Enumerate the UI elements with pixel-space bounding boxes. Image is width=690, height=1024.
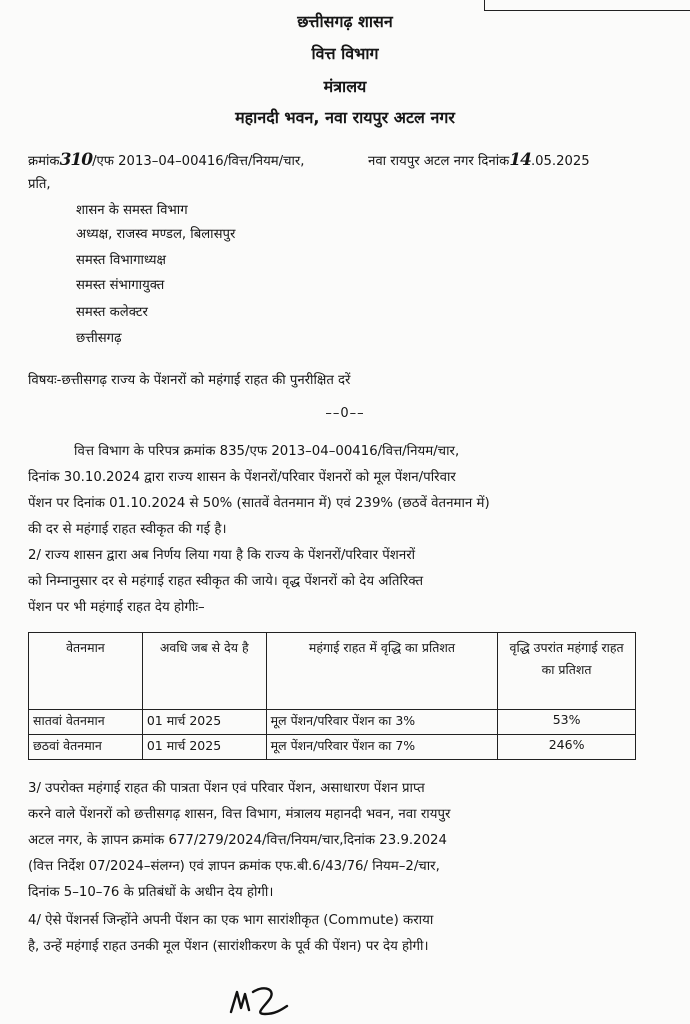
para3-line-4: (वित्त निर्देश 07/2024–संलग्न) एवं ज्ञापन क्रमांक एफ.बी.6/43/76/ नियम–2/चार, (28, 859, 440, 874)
table-cell: छठवां वेतनमान (29, 735, 143, 760)
handwritten-initials-signature (225, 980, 295, 1020)
recipient-5: समस्त कलेक्टर (76, 305, 148, 320)
subject-line: विषयः-छत्तीसगढ़ राज्य के पेंशनरों को महंगाई राहत की पुनरीक्षित दरें (28, 373, 351, 388)
para2-line-2: को निम्नानुसार दर से महंगाई राहत स्वीकृत की जाये। वृद्ध पेंशनरों को देय अतिरिक्त (28, 574, 424, 589)
para3-line-3: अटल नगर, के ज्ञापन क्रमांक 677/279/2024/वित्त/नियम/चार,दिनांक 23.9.2024 (28, 833, 447, 848)
place-date-label: नवा रायपुर अटल नगर दिनांक (368, 154, 510, 169)
recipient-4: समस्त संभागायुक्त (76, 278, 165, 293)
date-rest: .05.2025 (530, 154, 590, 169)
para2-line-1: 2/ राज्य शासन द्वारा अब निर्णय लिया गया है कि राज्य के पेंशनरों/परिवार पेंशनरों (28, 548, 416, 563)
header-government: छत्तीसगढ़ शासन (297, 12, 393, 31)
table-cell: मूल पेंशन/परिवार पेंशन का 3% (266, 710, 498, 735)
header-address: महानदी भवन, नवा रायपुर अटल नगर (235, 108, 455, 127)
header-department: वित्त विभाग (311, 44, 379, 63)
da-rates-table (28, 632, 636, 760)
recipient-6: छत्तीसगढ़ (76, 331, 122, 346)
divider: ––0–– (325, 406, 365, 421)
table-header-cell: वृद्धि उपरांत महंगाई राहत का प्रतिशत (498, 633, 636, 710)
table-cell: 01 मार्च 2025 (142, 735, 266, 760)
ref-prefix: क्रमांक (28, 154, 60, 169)
para1-line-3: पेंशन पर दिनांक 01.10.2024 से 50% (सातवें वेतनमान में) एवं 239% (छठवें वेतनमान में) (28, 496, 490, 511)
date-day-handwritten: 14 (509, 150, 531, 170)
para3-line-2: करने वाले पेंशनरों को छत्तीसगढ़ शासन, वित्त विभाग, मंत्रालय महानदी भवन, नवा रायपुर (28, 807, 451, 822)
para1-line-2: दिनांक 30.10.2024 द्वारा राज्य शासन के पेंशनरों/परिवार पेंशनरों को मूल पेंशन/परिवार (28, 470, 456, 485)
place-date (368, 150, 590, 170)
header-ministry: मंत्रालय (323, 77, 367, 96)
ref-body: /एफ 2013–04–00416/वित्त/नियम/चार, (92, 154, 305, 169)
table-cell: मूल पेंशन/परिवार पेंशन का 7% (266, 735, 498, 760)
table-header-cell: अवधि जब से देय है (142, 633, 266, 710)
table-cell: सातवां वेतनमान (29, 710, 143, 735)
table-cell: 53% (498, 710, 636, 735)
table-row (29, 735, 636, 760)
table-cell: 246% (498, 735, 636, 760)
recipient-1: शासन के समस्त विभाग (76, 203, 188, 218)
table-header-row (29, 633, 636, 710)
table-header-cell: महंगाई राहत में वृद्धि का प्रतिशत (266, 633, 498, 710)
para2-line-3: पेंशन पर भी महंगाई राहत देय होगीः– (28, 600, 205, 615)
para1-line-4: की दर से महंगाई राहत स्वीकृत की गई है। (28, 522, 227, 537)
para1-line-1: वित्त विभाग के परिपत्र क्रमांक 835/एफ 2013–04–00416/वित्त/नियम/चार, (74, 444, 460, 459)
table-row (29, 710, 636, 735)
table-cell: 01 मार्च 2025 (142, 710, 266, 735)
to-label: प्रति, (28, 177, 51, 192)
para4-line-2: है, उन्हें महंगाई राहत उनकी मूल पेंशन (सारांशीकरण के पूर्व की पेंशन) पर देय होगी। (28, 939, 429, 954)
para4-line-1: 4/ ऐसे पेंशनर्स जिन्होंने अपनी पेंशन का एक भाग सारांशीकृत (Commute) कराया (28, 913, 434, 928)
recipient-2: अध्यक्ष, राजस्व मण्डल, बिलासपुर (76, 227, 236, 242)
ref-number-handwritten: 310 (59, 150, 93, 170)
para3-line-5: दिनांक 5–10–76 के प्रतिबंधों के अधीन देय होगी। (28, 885, 274, 900)
table-header-cell: वेतनमान (29, 633, 143, 710)
reference-line (28, 150, 304, 170)
recipient-3: समस्त विभागाध्यक्ष (76, 253, 166, 268)
para3-line-1: 3/ उपरोक्त महंगाई राहत की पात्रता पेंशन एवं परिवार पेंशन, असाधारण पेंशन प्राप्त (28, 781, 425, 796)
